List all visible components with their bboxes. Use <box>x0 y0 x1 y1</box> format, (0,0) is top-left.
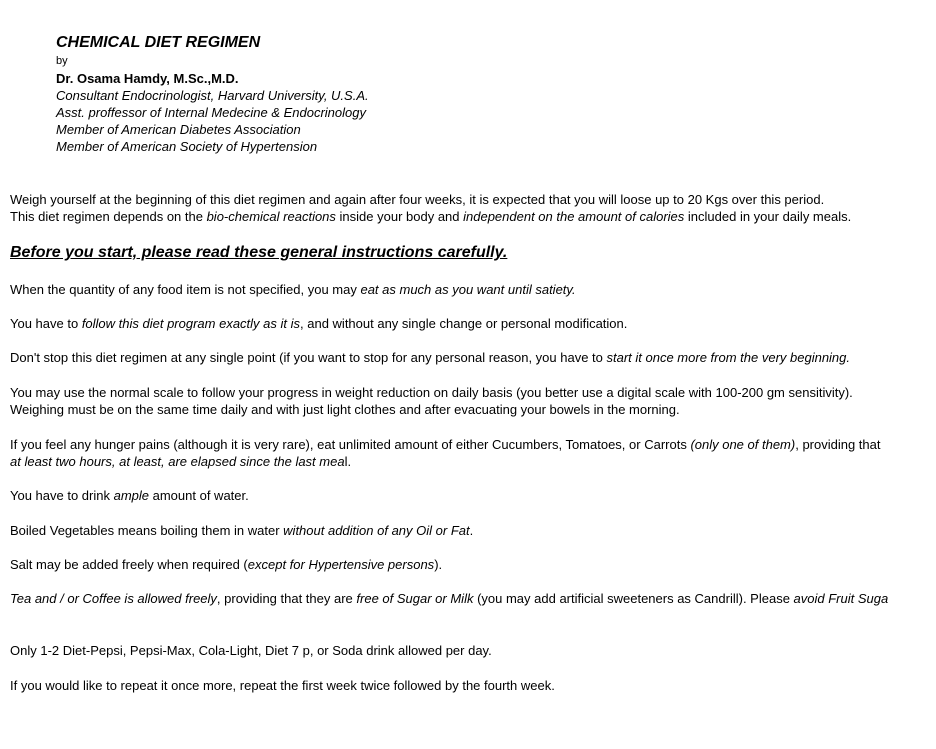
instructions-heading: Before you start, please read these general instructions carefully. <box>10 244 508 261</box>
instruction-dont-stop: Don't stop this diet regimen at any single point (if you want to stop for any personal reason, you have to start it once more from the very beginning. <box>10 350 851 365</box>
instruction-follow-exactly: You have to follow this diet program exactly as it is, and without any single change or personal modification. <box>10 316 628 331</box>
instruction-repeat: If you would like to repeat it once more, repeat the first week twice followed by the fourth week. <box>10 678 555 693</box>
intro-line-2: This diet regimen depends on the bio-chemical reactions inside your body and independent on the amount of calories included in your daily meals. <box>10 209 852 224</box>
document-title: CHEMICAL DIET REGIMEN <box>56 34 261 51</box>
instruction-water: You have to drink ample amount of water. <box>10 488 249 503</box>
intro-line-1: Weigh yourself at the beginning of this diet regimen and again after four weeks, it is expected that you will loose up to 20 Kgs over this period. <box>10 192 825 207</box>
instruction-tea-coffee: Tea and / or Coffee is allowed freely, providing that they are free of Sugar or Milk (you may add artificial sweeteners as Candrill). Please avoid Fruit Suga <box>10 591 889 606</box>
credential-line: Member of American Society of Hypertension <box>56 139 318 154</box>
instruction-scale: You may use the normal scale to follow your progress in weight reduction on daily basis (you better use a digital scale with 100-200 gm sensitivity). Weighing must be on the same time daily and with just light clothes and after evacuating your bowels in the morning. <box>10 385 853 417</box>
by-label: by <box>56 55 68 67</box>
credential-line: Consultant Endocrinologist, Harvard University, U.S.A. <box>56 88 369 103</box>
instruction-hunger: If you feel any hunger pains (although it is very rare), eat unlimited amount of either Cucumbers, Tomatoes, or Carrots (only one of them), providing that at least two hours, at least, are elapsed since the last meal. <box>10 437 881 469</box>
author-name: Dr. Osama Hamdy, M.Sc.,M.D. <box>56 71 239 86</box>
credential-line: Member of American Diabetes Association <box>56 122 301 137</box>
credential-line: Asst. proffessor of Internal Medecine & Endocrinology <box>56 105 366 120</box>
instruction-boiled-vegetables: Boiled Vegetables means boiling them in water without addition of any Oil or Fat. <box>10 523 474 538</box>
document-header <box>56 33 369 155</box>
instruction-diet-drinks: Only 1-2 Diet-Pepsi, Pepsi-Max, Cola-Light, Diet 7 p, or Soda drink allowed per day. <box>10 643 492 658</box>
instruction-salt: Salt may be added freely when required (except for Hypertensive persons). <box>10 557 443 572</box>
intro-paragraph <box>10 191 851 225</box>
instruction-quantity: When the quantity of any food item is not specified, you may eat as much as you want until satiety. <box>10 282 576 297</box>
